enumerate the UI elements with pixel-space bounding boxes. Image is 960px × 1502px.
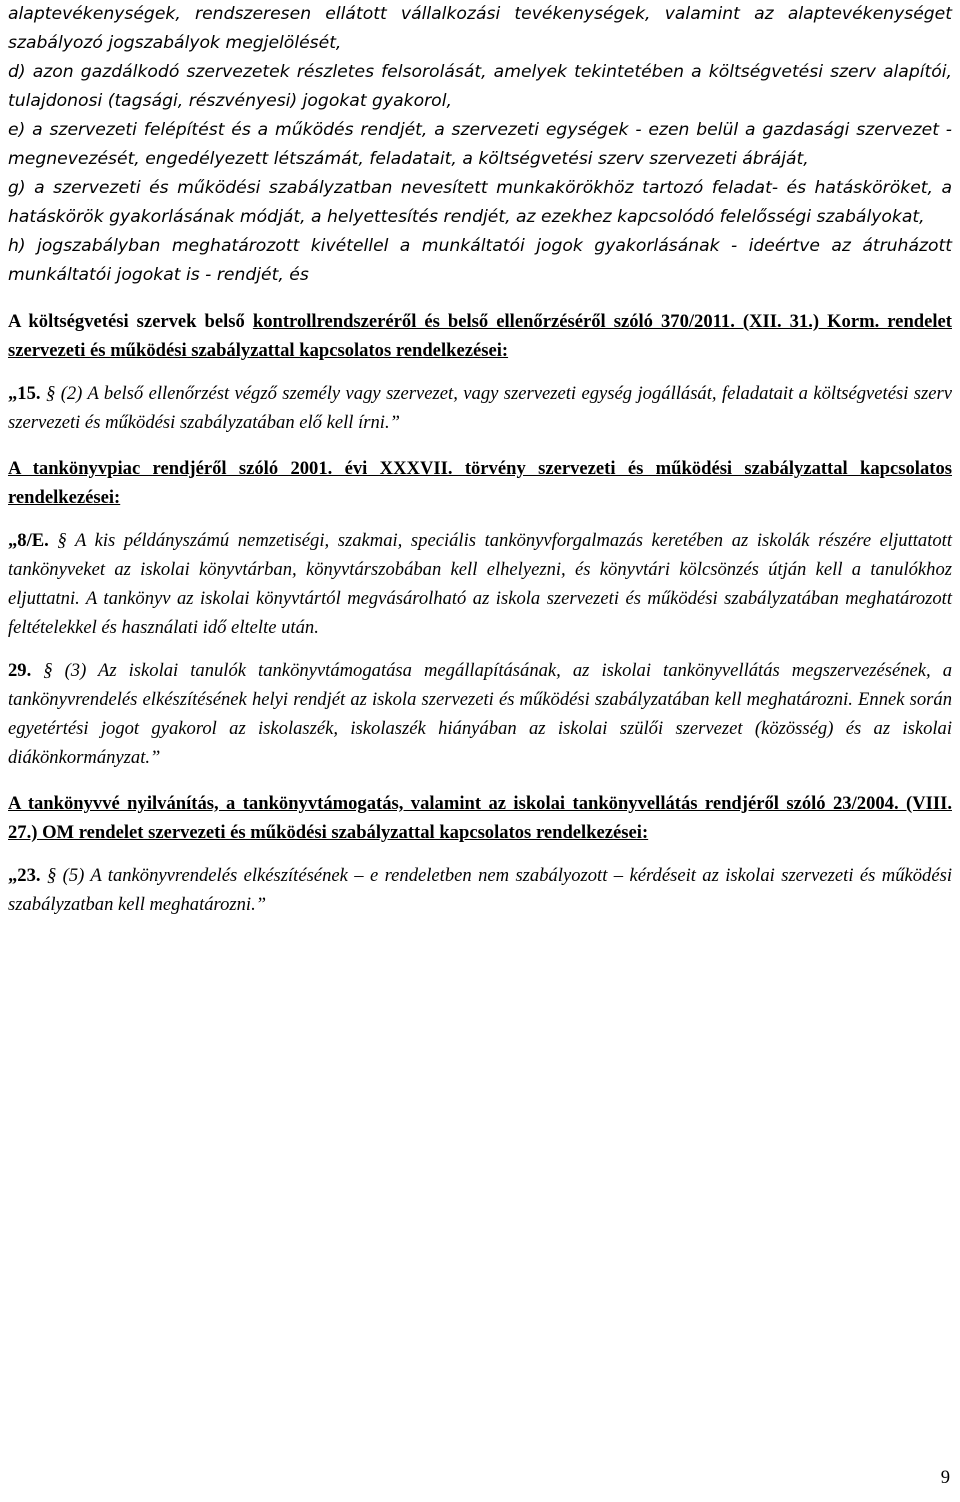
quote-reference: „15. [8, 383, 46, 404]
legal-quote [8, 526, 952, 642]
quote-text: § (3) Az iskolai tanulók tankönyvtámogatása megállapításának, az iskolai tankönyvellátás megszervezésének, a tankönyvrendelés elkészítésének helyi rendjét az iskola szervezeti és működési szabályzatában kell meghatározni. Ennek során egyetértési jogot gyakorol az iskolaszék, iskolaszék hiányában az iskolai szülői szervezet (közösség) és az iskolai diákönkormányzat.” [8, 660, 952, 768]
intro-item-h: h) jogszabályban meghatározott kivétellel a munkáltatói jogok gyakorlásának - ideértve az átruházott munkáltatói jogokat is - rendjét, és [8, 236, 952, 285]
quote-reference: 29. [8, 660, 44, 681]
section-heading: A tankönyvpiac rendjéről szóló 2001. évi XXXVII. törvény szervezeti és működési szabályzattal kapcsolatos rendelkezései: [8, 458, 952, 508]
intro-list [8, 0, 952, 290]
document-page [8, 0, 952, 919]
quote-reference: „8/E. [8, 530, 58, 551]
section-heading: A tankönyvvé nyilvánítás, a tankönyvtámogatás, valamint az iskolai tankönyvellátás rendjéről szóló 23/2004. (VIII. 27.) OM rendelet szervezeti és működési szabályzattal kapcsolatos rendelkezései: [8, 793, 952, 843]
intro-item-d: d) azon gazdálkodó szervezetek részletes felsorolását, amelyek tekintetében a költségvetési szerv alapítói, tulajdonosi (tagsági, részvényesi) jogokat gyakorol, [8, 62, 952, 111]
section-heading-underlined: kontrollrendszeréről és belső ellenőrzéséről szóló 370/2011. (XII. 31.) Korm. rendelet szervezeti és működési szabályzattal kapcsolatos rendelkezései: [8, 311, 952, 361]
quote-reference: „23. [8, 865, 47, 886]
section-heading [8, 307, 952, 365]
legal-quote [8, 656, 952, 772]
section-textbook-market [8, 454, 952, 772]
section-internal-control [8, 307, 952, 437]
intro-item-e: e) a szervezeti felépítést és a működés rendjét, a szervezeti egységek - ezen belül a gazdasági szervezet - megnevezését, engedélyezett létszámát, feladatait, a költségvetési szerv szervezeti ábráját, [8, 120, 952, 169]
page-number: 9 [940, 1467, 950, 1488]
intro-item-g: g) a szervezeti és működési szabályzatban nevesített munkakörökhöz tartozó feladat- és hatásköröket, a hatáskörök gyakorlásának módját, a helyettesítés rendjét, az ezekhez kapcsolódó felelősségi szabályokat, [8, 178, 952, 227]
section-heading-lead: A költségvetési szervek belső [8, 311, 253, 332]
section-textbook-decree [8, 789, 952, 919]
legal-quote [8, 379, 952, 437]
quote-text: § A kis példányszámú nemzetiségi, szakmai, speciális tankönyvforgalmazás keretében az iskolák részére eljuttatott tankönyveket az iskolai könyvtárban, könyvtárszobában kell elhelyezni, és könyvtári kölcsönzés útján kell a tanulókhoz eljuttatni. A tankönyv az iskolai könyvtártól megvásárolható az iskola szervezeti és működési szabályzatában meghatározott feltételekkel és használati idő eltelte után. [8, 530, 952, 638]
quote-text: § (2) A belső ellenőrzést végző személy vagy szervezet, vagy szervezeti egység jogállását, feladatait a költségvetési szerv szervezeti és működési szabályzatában elő kell írni.” [8, 383, 953, 433]
quote-text: § (5) A tankönyvrendelés elkészítésének – e rendeletben nem szabályozott – kérdéseit az iskolai szervezeti és működési szabályzatban kell meghatározni.” [8, 865, 952, 915]
legal-quote [8, 861, 952, 919]
intro-item-c-continuation: alaptevékenységek, rendszeresen ellátott vállalkozási tevékenységek, valamint az alaptevékenységet szabályozó jogszabályok megjelölését, [8, 4, 952, 53]
